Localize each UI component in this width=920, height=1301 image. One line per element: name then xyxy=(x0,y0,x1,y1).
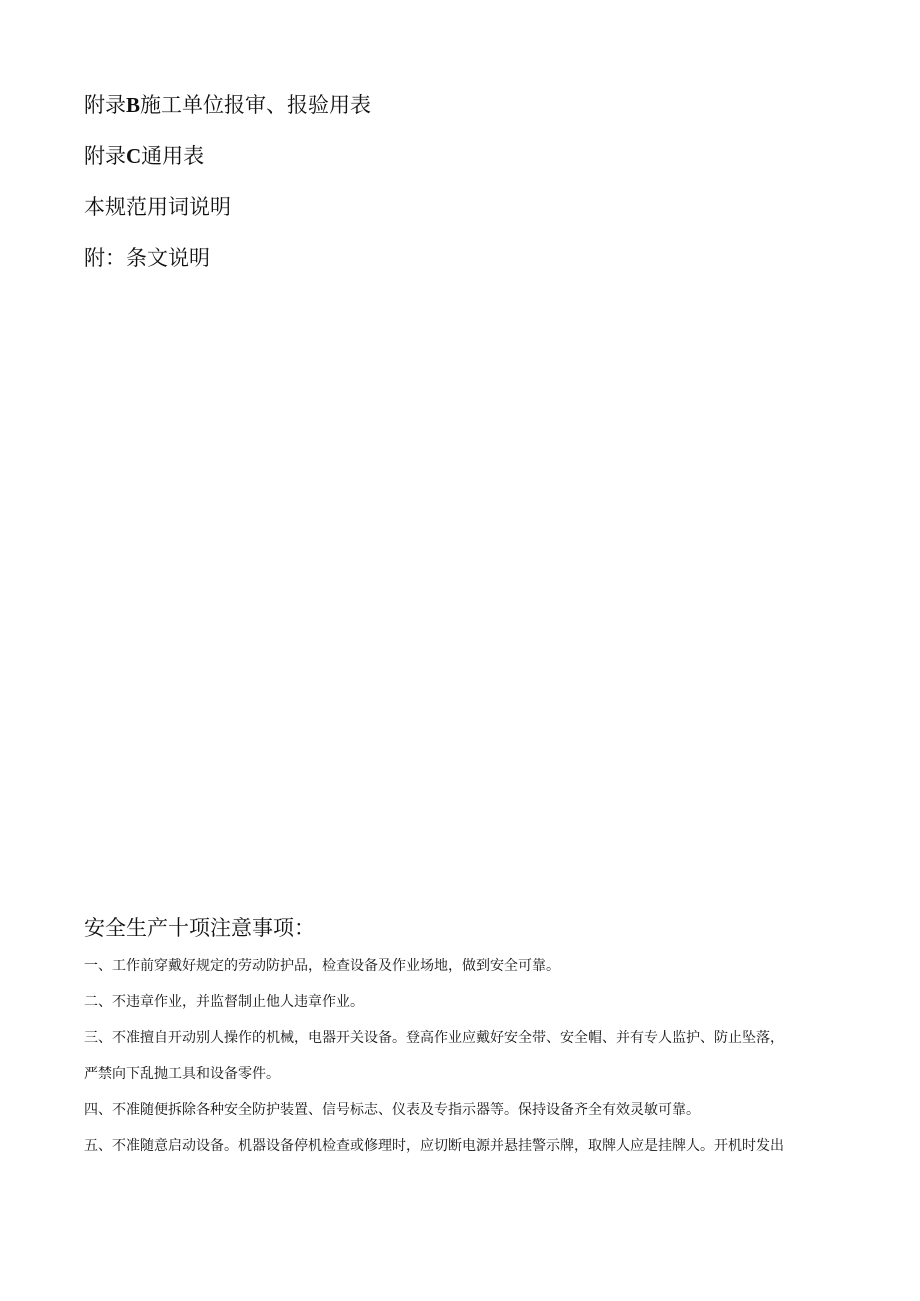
safety-item-3-continued: 严禁向下乱抛工具和设备零件。 xyxy=(84,1066,280,1082)
clause-explanation-entry xyxy=(84,233,844,284)
terminology-entry xyxy=(84,182,844,233)
appendix-b-entry xyxy=(84,80,844,131)
safety-item-5: 五、不准随意启动设备。机器设备停机检查或修理时，应切断电源并悬挂警示牌，取牌人应是挂牌人。开机时发出 xyxy=(84,1138,784,1154)
appendix-b-letter: B xyxy=(126,93,141,117)
appendix-b-prefix: 附录 xyxy=(84,93,126,117)
safety-item-3: 三、不准擅自开动别人操作的机械，电器开关设备。登高作业应戴好安全带、安全帽、并有专人监护、防止坠落， xyxy=(84,1030,784,1046)
safety-notes-title: 安全生产十项注意事项： xyxy=(84,916,315,940)
appendix-list xyxy=(84,80,844,284)
safety-item-1: 一、工作前穿戴好规定的劳动防护品，检查设备及作业场地，做到安全可靠。 xyxy=(84,958,560,974)
appendix-c-entry xyxy=(84,131,844,182)
terminology-title: 本规范用词说明 xyxy=(84,195,231,219)
safety-item-2: 二、不违章作业，并监督制止他人违章作业。 xyxy=(84,994,364,1010)
appendix-c-letter: C xyxy=(126,144,142,168)
safety-item-4: 四、不准随便拆除各种安全防护装置、信号标志、仪表及专指示器等。保持设备齐全有效灵敏可靠。 xyxy=(84,1102,700,1118)
safety-notes-section xyxy=(84,910,864,1164)
appendix-c-prefix: 附录 xyxy=(84,144,126,168)
appendix-c-title: 通用表 xyxy=(141,144,205,168)
clause-explanation-title: 附：条文说明 xyxy=(84,246,210,270)
appendix-b-title: 施工单位报审、报验用表 xyxy=(140,93,372,117)
